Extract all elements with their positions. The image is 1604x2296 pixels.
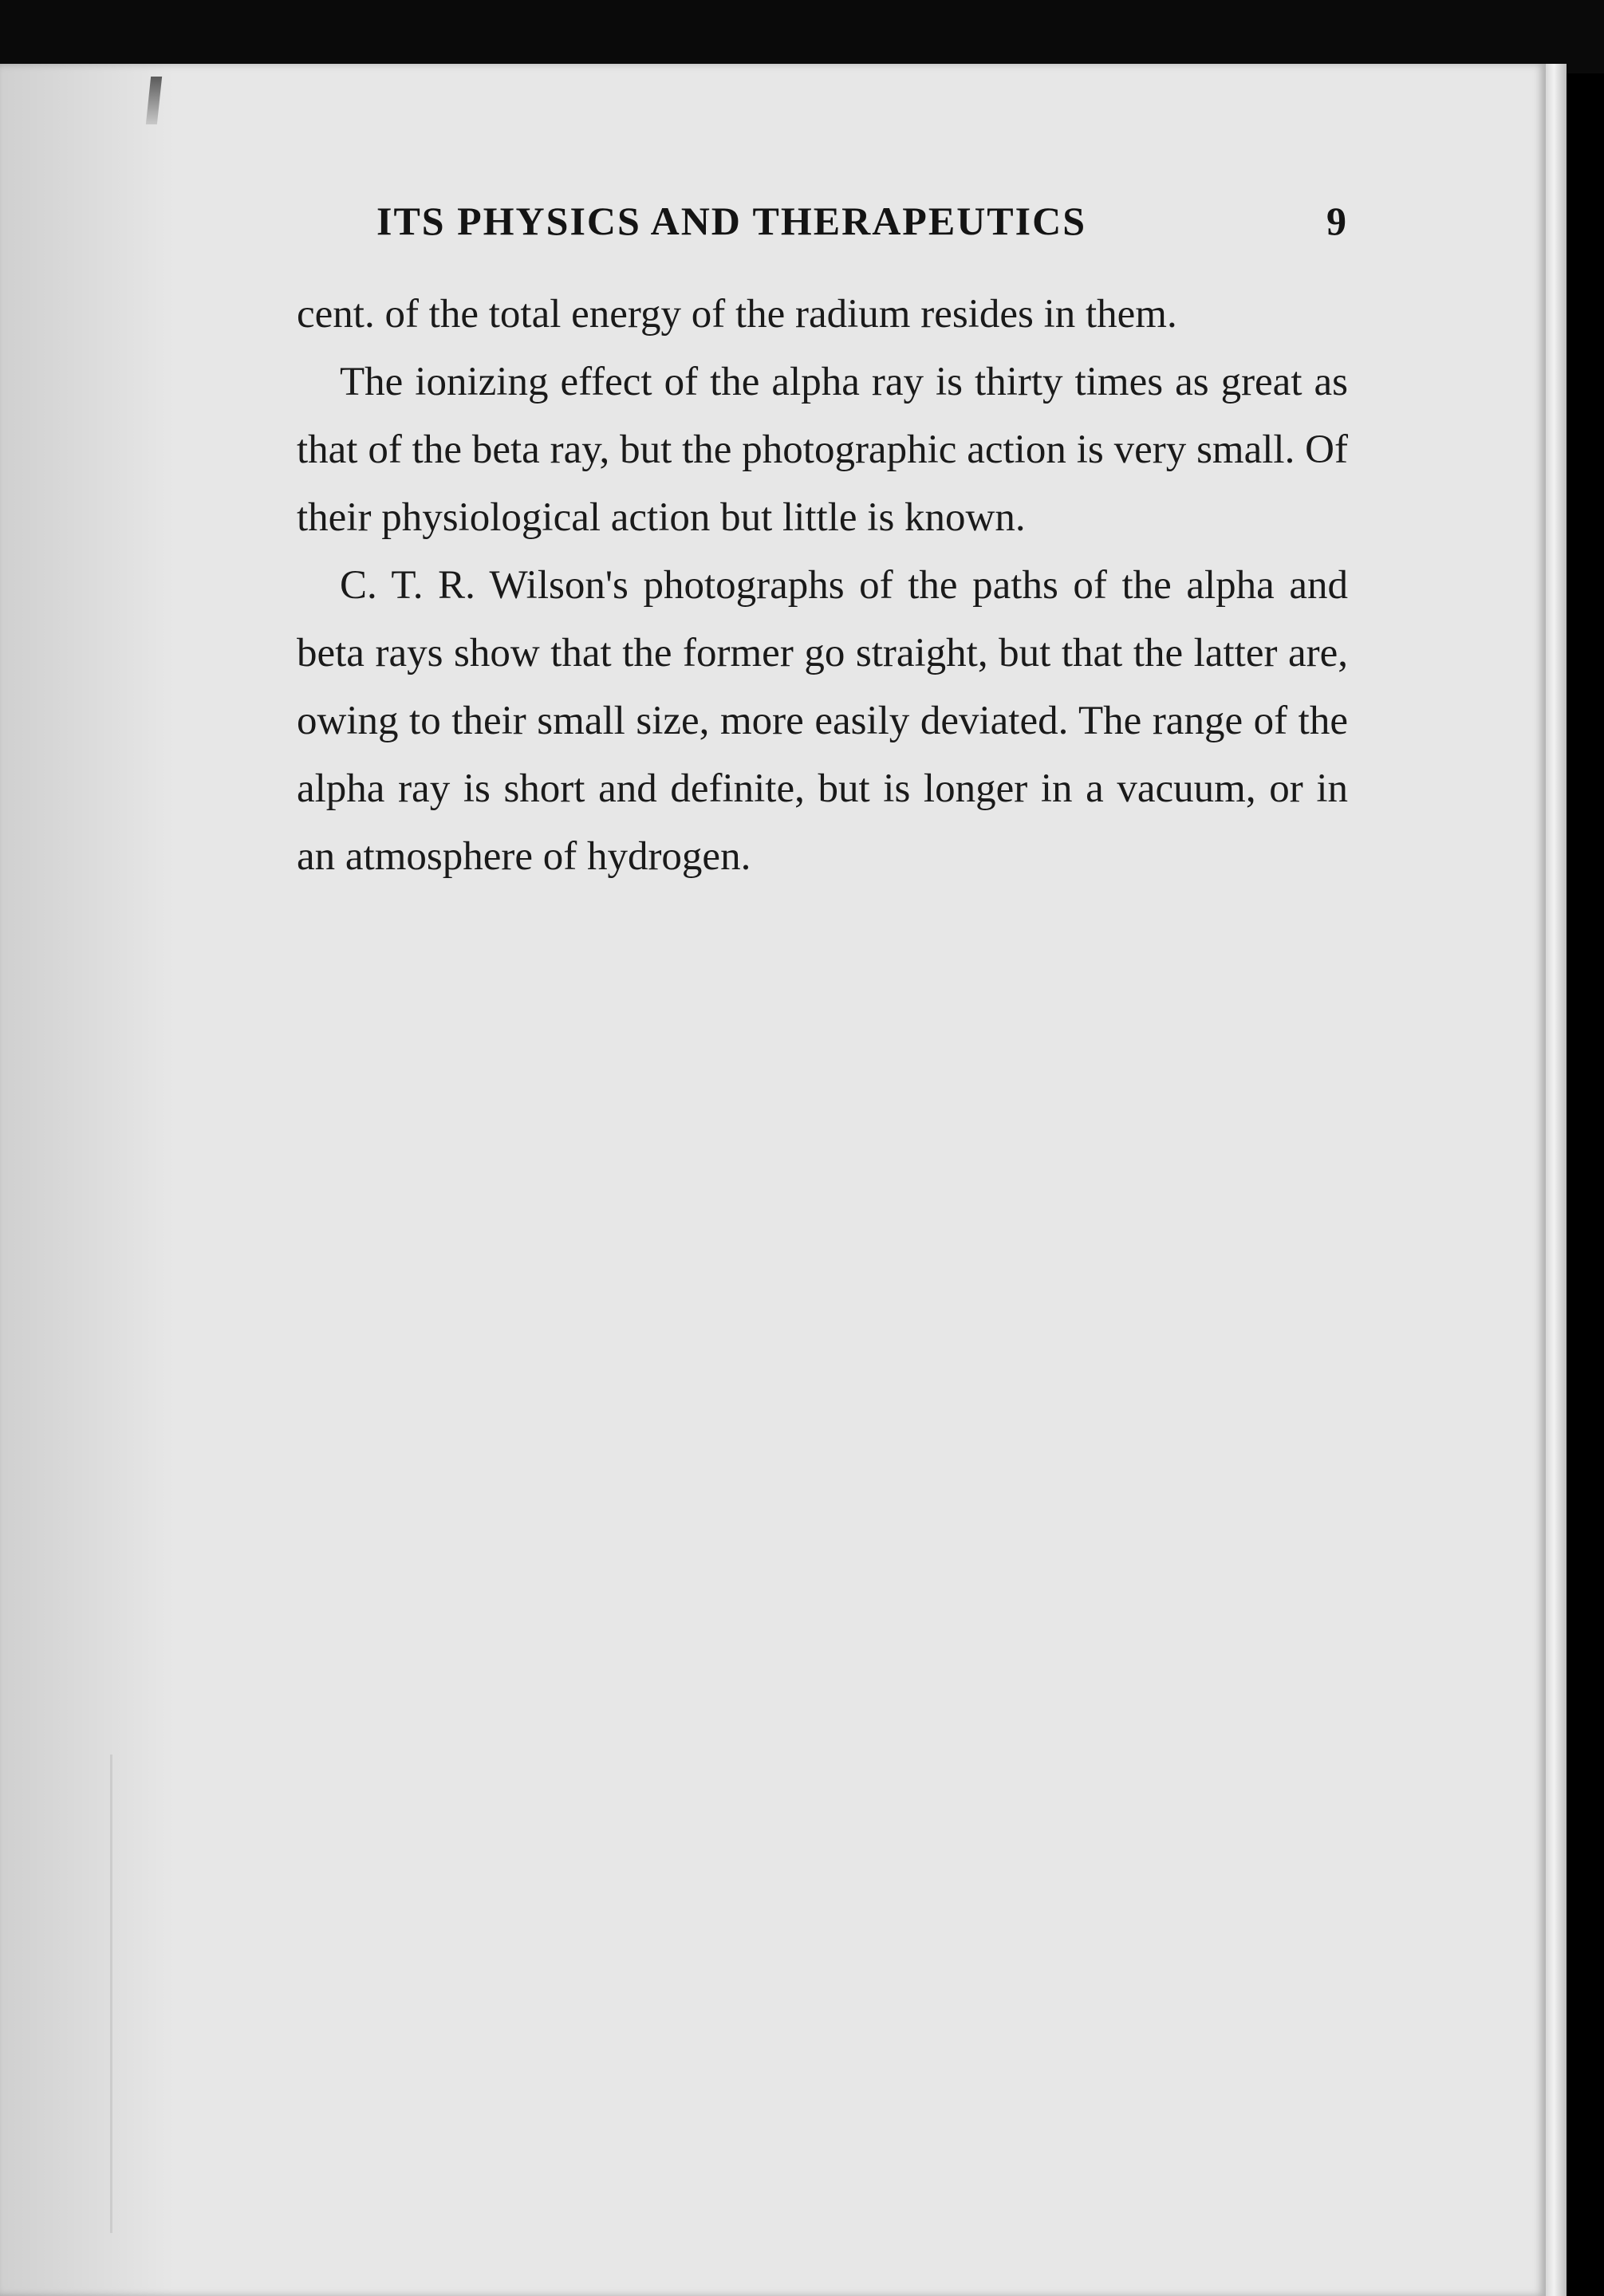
paragraph-ionizing-effect: The ionizing effect of the alpha ray is thirty times as great as that of the beta ray, but the photographic action is very small. Of their physiological action but little is known.	[297, 360, 1348, 540]
binding-shadow	[0, 64, 175, 2296]
running-head	[297, 198, 1348, 254]
running-head-title: ITS PHYSICS AND THERAPEUTICS	[376, 199, 1087, 243]
page-number: 9	[1326, 199, 1348, 243]
paragraph-wilson-photographs: C. T. R. Wilson's photographs of the paths of the alpha and beta rays show that the former go straight, but that the latter are, owing to their small size, more easily deviated. The range of the alpha ray is short and definite, but is longer in a vacuum, or in an atmosphere of hydrogen.	[297, 563, 1348, 879]
paragraph-continuation: cent. of the total energy of the radium resides in them.	[297, 292, 1177, 337]
scan-top-border	[0, 0, 1604, 73]
page-fore-edge	[1546, 64, 1567, 2296]
body-text	[297, 281, 1348, 891]
gutter-line	[110, 1754, 112, 2233]
